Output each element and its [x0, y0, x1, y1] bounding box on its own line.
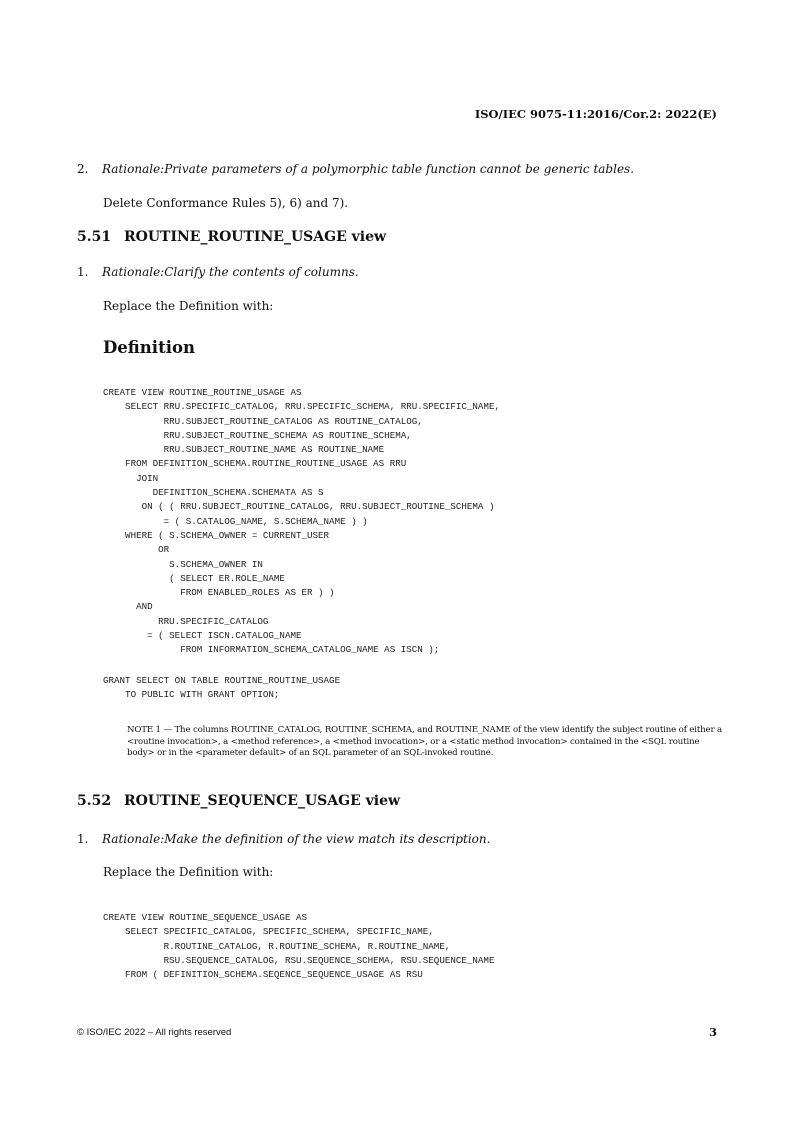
list-item-1 — [77, 265, 359, 279]
sql-code-block: CREATE VIEW ROUTINE_SEQUENCE_USAGE AS SELECT SPECIFIC_CATALOG, SPECIFIC_SCHEMA, SPECIFIC_NAME, R.ROUTINE_CATALOG, R.ROUTINE_SCHEMA, R.ROUTINE_NAME, RSU.SEQUENCE_CATALOG, RSU.SEQUENCE_SCHEMA, RSU.SEQUENCE_NAME FROM ( DEFINITION_SCHEMA.SEQENCE_SEQUENCE_USAGE AS RSU — [103, 912, 495, 981]
list-item-1 — [77, 832, 490, 846]
instruction-paragraph: Replace the Definition with: — [103, 865, 274, 879]
section-title: ROUTINE_ROUTINE_USAGE view — [124, 229, 387, 245]
section-number: 5.51 — [77, 229, 112, 245]
document-identifier: ISO/IEC 9075-11:2016/Cor.2: 2022(E) — [474, 107, 717, 121]
note-1: NOTE 1 — The columns ROUTINE_CATALOG, ROUTINE_SCHEMA, and ROUTINE_NAME of the view identify the subject routine of either a <routine invocation>, a <method reference>, a <method invocation>, or a <static method invocation> contained in the <SQL routine body> or in the <parameter default> of an SQL parameter of an SQL-invoked routine. — [127, 725, 722, 759]
instruction-paragraph: Delete Conformance Rules 5), 6) and 7). — [103, 196, 349, 210]
sql-code-block: CREATE VIEW ROUTINE_ROUTINE_USAGE AS SELECT RRU.SPECIFIC_CATALOG, RRU.SPECIFIC_SCHEMA, RRU.SPECIFIC_NAME, RRU.SUBJECT_ROUTINE_CATALOG AS ROUTINE_CATALOG, RRU.SUBJECT_ROUTINE_SCHEMA AS ROUTINE_SCHEMA, RRU.SUBJECT_ROUTINE_NAME AS ROUTINE_NAME FROM DEFINITION_SCHEMA.ROUTINE_ROUTINE_USAGE AS RRU JOIN DEFINITION_SCHEMA.SCHEMATA AS S ON ( ( RRU.SUBJECT_ROUTINE_CATALOG, RRU.SUBJECT_ROUTINE_SCHEMA ) = ( S.CATALOG_NAME, S.SCHEMA_NAME ) ) WHERE ( S.SCHEMA_OWNER = CURRENT_USER OR S.SCHEMA_OWNER IN ( SELECT ER.ROLE_NAME FROM ENABLED_ROLES AS ER ) ) AND RRU.SPECIFIC_CATALOG = ( SELECT ISCN.CATALOG_NAME FROM INFORMATION_SCHEMA_CATALOG_NAME AS ISCN ); — [103, 387, 500, 656]
rationale-text: Private parameters of a polymorphic table function cannot be generic tables. — [164, 162, 635, 176]
definition-heading: Definition — [103, 338, 195, 357]
sql-grant-block: GRANT SELECT ON TABLE ROUTINE_ROUTINE_USAGE TO PUBLIC WITH GRANT OPTION; — [103, 675, 341, 701]
copyright-footer: © ISO/IEC 2022 – All rights reserved — [77, 1027, 232, 1038]
section-heading-5-51 — [77, 229, 386, 245]
rationale-label: Rationale: — [102, 162, 165, 176]
item-number: 1. — [77, 265, 89, 279]
section-heading-5-52 — [77, 793, 400, 809]
page-number: 3 — [708, 1025, 717, 1039]
instruction-paragraph: Replace the Definition with: — [103, 299, 274, 313]
item-number: 1. — [77, 832, 89, 846]
section-number: 5.52 — [77, 793, 112, 809]
list-item-2 — [77, 162, 634, 176]
section-title: ROUTINE_SEQUENCE_USAGE view — [124, 793, 401, 809]
item-number: 2. — [77, 162, 89, 176]
rationale-label: Rationale: — [102, 265, 165, 279]
rationale-text: Make the definition of the view match its description. — [164, 832, 491, 846]
rationale-text: Clarify the contents of columns. — [164, 265, 359, 279]
rationale-label: Rationale: — [102, 832, 165, 846]
